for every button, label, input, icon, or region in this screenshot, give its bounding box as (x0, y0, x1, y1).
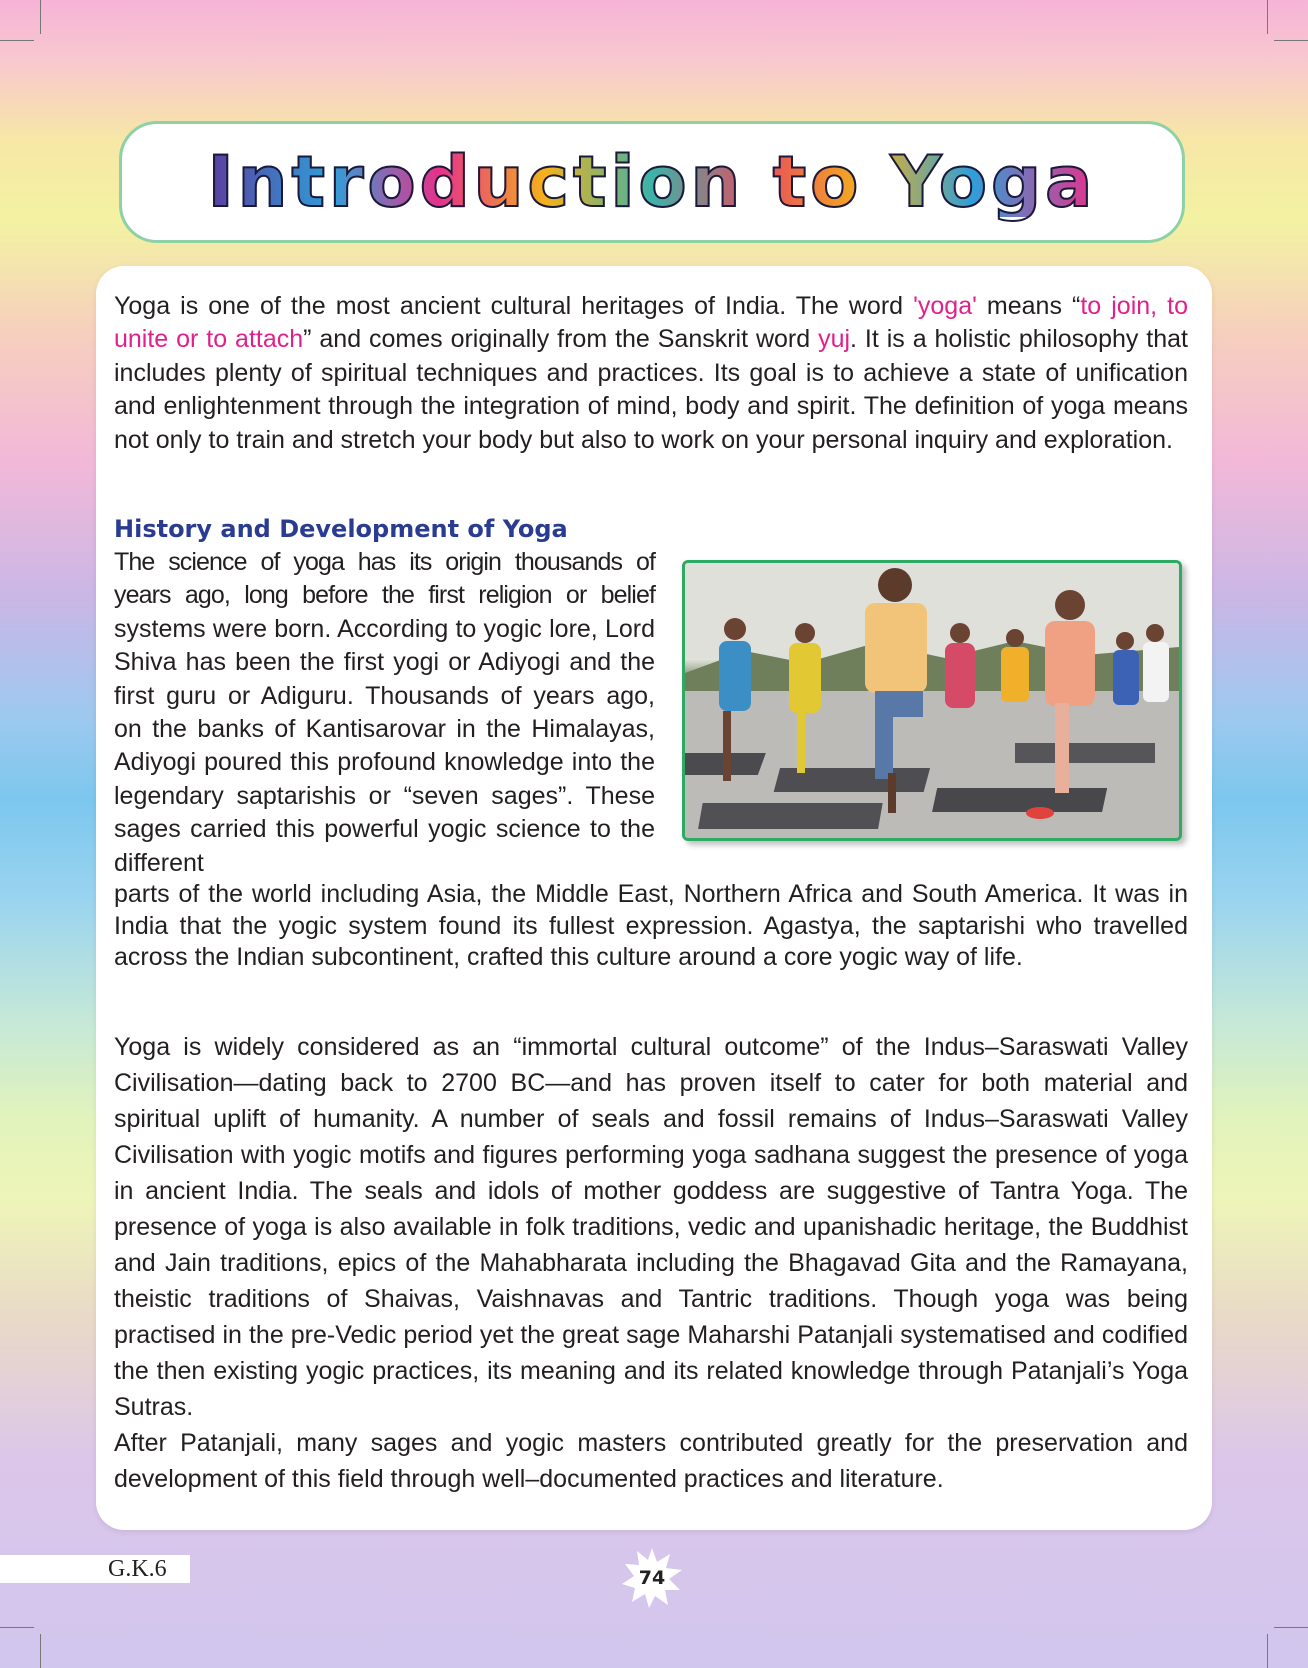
crop-mark (1274, 40, 1308, 41)
history-text: After Patanjali, many sages and yogic masters contributed greatly for the preservation and development of this field through well–documented practices and literature. (114, 1429, 1188, 1493)
history-text: Yoga is widely considered as an “immortal cultural outcome” of the Indus–Saraswati Valley Civilisation—dating back to 2700 BC—and has proven itself to cater for both material and spiritual uplift of humanity. A number of seals and fossil remains of Indus–Saraswati Valley Civilisation with yogic motifs and figures performing yoga sadhana suggest the presence of yoga in ancient India. The seals and idols of mother goddess are suggestive of Tantra Yoga. The presence of yoga is also available in folk traditions, vedic and upanishadic heritage, the Buddhist and Jain traditions, epics of the Mahabharata including the Bhagavad Gita and the Ramayana, theistic traditions of Shaivas, Vaishnavas and Tantric traditions. Though yoga was being practised in the pre-Vedic period yet the great sage Maharshi Patanjali systematised and codified the then existing yogic practices, its meaning and its related knowledge through Patanjali’s Yoga Sutras. (114, 1033, 1188, 1421)
crop-mark (1274, 1627, 1308, 1628)
intro-text: . It is a holistic philosophy that includes plenty of spiritual techniques and practices. Its goal is to achieve a state of unification and enlightenment through the integration of mind, body and spirit. The definition of yoga means not only to train and stretch your body but also to work on your personal inquiry and exploration. (114, 325, 1188, 454)
intro-text: means “ (976, 292, 1081, 320)
history-text: systems were born. According to yogic lore, Lord Shiva has been the first yogi or Adiyogi and the first guru or Adiguru. Thousands of years ago, on the banks of Kantisarovar in the Himalayas, Adiyogi poured this profound knowledge into the legendary saptarishis or “seven sages”. These sages carried this powerful yogic science to the different (114, 614, 655, 877)
crop-mark (0, 40, 34, 41)
intro-paragraph (114, 290, 1188, 457)
crop-mark (1267, 1634, 1268, 1668)
page-title: Introduction to Yoga (207, 141, 1097, 223)
title-banner (119, 121, 1185, 243)
content-card (96, 266, 1212, 1530)
book-code: G.K.6 (0, 1555, 190, 1583)
photo-illustration (685, 563, 1179, 838)
term-yuj: yuj (818, 325, 851, 354)
section-heading: History and Development of Yoga (114, 515, 568, 543)
history-text: The science of yoga has its origin thousands of years ago, long before the first religion or belief (114, 548, 655, 610)
crop-mark (40, 1634, 41, 1668)
history-paragraph-2 (114, 1029, 1188, 1497)
page-number: 74 (638, 1567, 666, 1589)
page-number-badge (622, 1548, 682, 1608)
crop-mark (40, 0, 41, 34)
term-yoga: 'yoga' (913, 292, 977, 320)
yoga-children-photo (682, 560, 1182, 841)
yoga-meaning: to join, to unite or to attach (114, 292, 1188, 354)
crop-mark (1267, 0, 1268, 34)
intro-text: ” and comes originally from the Sanskrit word (303, 325, 819, 354)
history-paragraph-left (114, 546, 655, 880)
intro-text: Yoga is one of the most ancient cultural heritages of India. The word (114, 292, 914, 320)
crop-mark (0, 1627, 34, 1628)
history-continued-paragraph: parts of the world including Asia, the Middle East, Northern Africa and South America. It was in India that the yogic system found its fullest expression. Agastya, the saptarishi who travelled across the Indian subcontinent, crafted this culture around a core yogic way of life. (114, 880, 1188, 971)
